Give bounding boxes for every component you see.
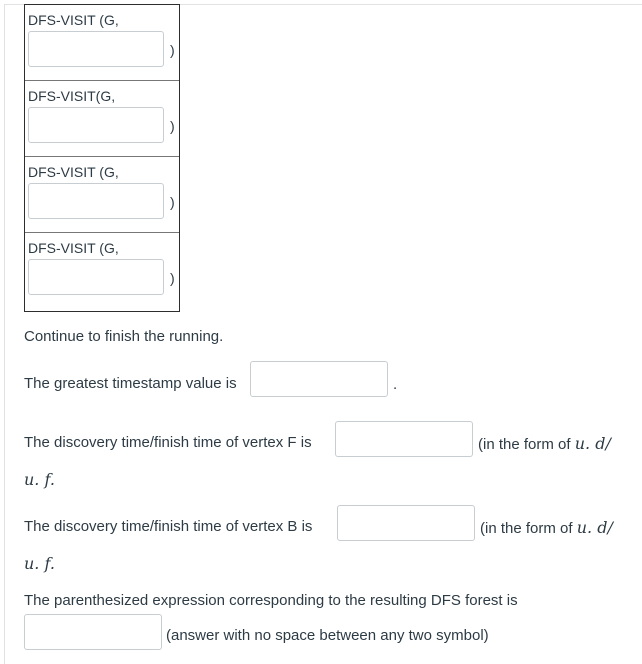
close-paren: ) (170, 270, 175, 286)
dfs-visit-input-4[interactable] (28, 259, 164, 295)
format-hint-text: (in the form of (480, 520, 573, 537)
greatest-timestamp-input[interactable] (250, 361, 388, 397)
vertex-b-input[interactable] (337, 505, 475, 541)
dfs-visit-input-2[interactable] (28, 107, 164, 143)
period: . (393, 376, 398, 393)
dfs-forest-hint: (answer with no space between any two symbol) (166, 627, 489, 644)
dfs-visit-row-1 (25, 5, 179, 81)
greatest-timestamp-label: The greatest timestamp value is (24, 375, 237, 392)
math-ud: u. d/ (574, 434, 611, 453)
dfs-forest-input[interactable] (24, 614, 162, 650)
vertex-b-format-hint (480, 518, 613, 537)
dfs-visit-row-4 (25, 233, 179, 311)
dfs-visit-label: DFS-VISIT (G, (28, 240, 119, 256)
vertex-f-label: The discovery time/finish time of vertex F is (24, 434, 312, 451)
close-paren: ) (170, 194, 175, 210)
dfs-visit-label: DFS-VISIT (G, (28, 12, 119, 28)
close-paren: ) (170, 42, 175, 58)
math-ud: u. d/ (576, 518, 613, 537)
vertex-f-format-hint (478, 434, 611, 453)
dfs-visit-input-1[interactable] (28, 31, 164, 67)
dfs-visit-label: DFS-VISIT(G, (28, 88, 116, 104)
dfs-visit-label: DFS-VISIT (G, (28, 164, 119, 180)
close-paren: ) (170, 118, 175, 134)
dfs-visit-input-3[interactable] (28, 183, 164, 219)
math-uf: u. f. (24, 470, 55, 489)
dfs-visit-table (24, 4, 180, 312)
format-hint-text: (in the form of (478, 436, 571, 453)
continue-instruction: Continue to finish the running. (24, 328, 224, 345)
vertex-f-input[interactable] (335, 421, 473, 457)
dfs-forest-label: The parenthesized expression corresponding to the resulting DFS forest is (24, 592, 518, 609)
math-uf: u. f. (24, 554, 55, 573)
dfs-visit-row-2 (25, 81, 179, 157)
vertex-b-label: The discovery time/finish time of vertex B is (24, 518, 313, 535)
dfs-visit-row-3 (25, 157, 179, 233)
